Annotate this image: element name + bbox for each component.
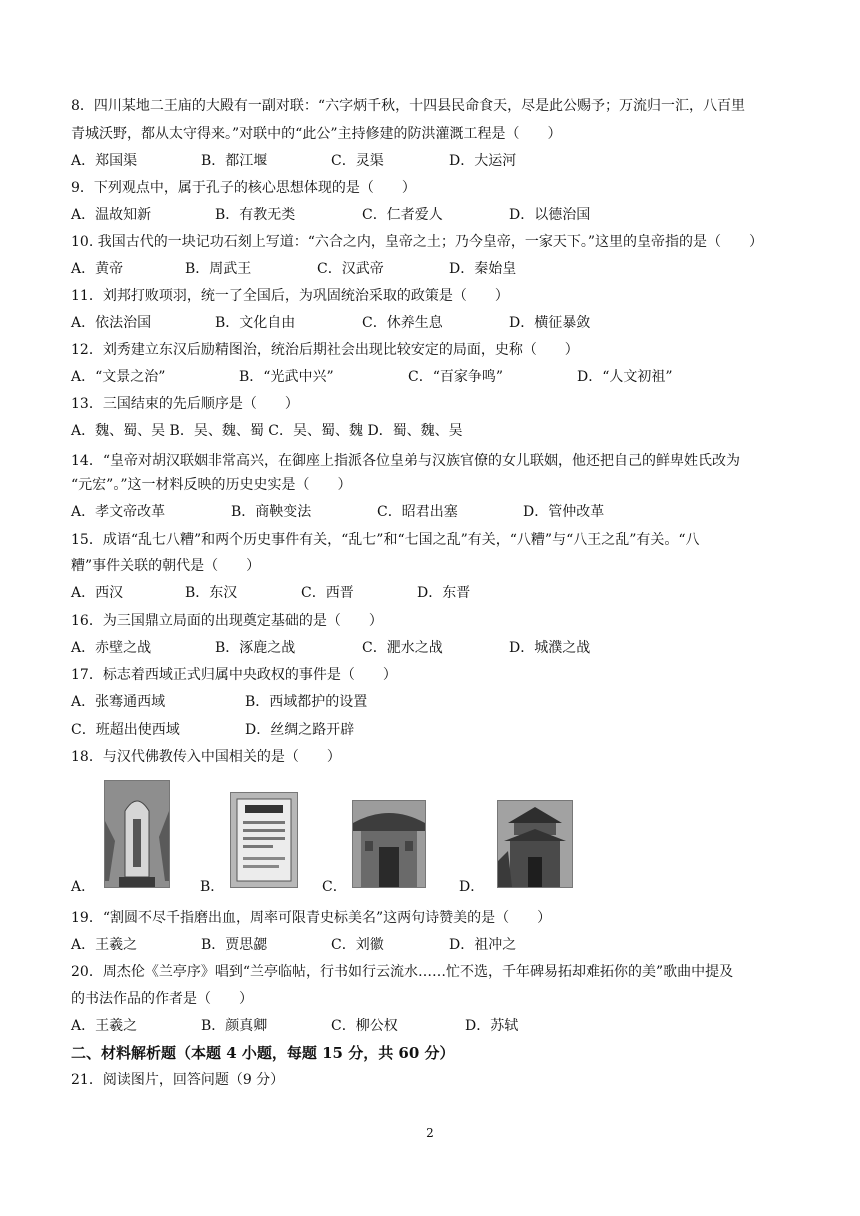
q17-option-b: B．西域都护的设置: [245, 694, 368, 710]
q11-option-c: C．休养生息: [362, 315, 443, 331]
q11-option-b: B．文化自由: [215, 315, 296, 331]
q8-stem-line2: 青城沃野，都从太守得来。”对联中的“此公”主持修建的防洪灌溉工程是（ ）: [71, 126, 562, 142]
q14-stem-line1: 14．“皇帝对胡汉联姻非常高兴，在御座上指派各位皇弟与汉族官僚的女儿联姻，他还把自己的鲜卑姓氏改为: [71, 453, 740, 469]
q19-option-d: D．祖冲之: [449, 937, 517, 953]
temple-gate-photo-icon: [353, 801, 425, 887]
q9-option-a: A．温故知新: [71, 207, 152, 223]
q11-option-d: D．横征暴敛: [509, 315, 591, 331]
q13-options: A．魏、蜀、吴 B．吴、魏、蜀 C．吴、蜀、魏 D．蜀、魏、吴: [71, 423, 463, 439]
q14-stem-line2: “元宏”。”这一材料反映的历史史实是（ ）: [71, 477, 352, 493]
q20-option-a: A．王羲之: [71, 1018, 138, 1034]
q12-stem: 12．刘秀建立东汉后励精图治，统治后期社会出现比较安定的局面，史称（ ）: [71, 342, 579, 358]
q9-option-d: D．以德治国: [509, 207, 591, 223]
q15-option-d: D．东晋: [417, 585, 471, 601]
page-number: 2: [426, 1126, 434, 1140]
q19-stem: 19．“割圆不尽千指磨出血，周率可限青史标美名”这两句诗赞美的是（ ）: [71, 910, 552, 926]
q17-option-d: D．丝绸之路开辟: [245, 722, 355, 738]
inscription-plaque-photo-icon: [231, 793, 297, 887]
q15-option-c: C．西晋: [301, 585, 354, 601]
q20-stem-line2: 的书法作品的作者是（ ）: [71, 991, 253, 1007]
q8-option-a: A．郑国渠: [71, 153, 138, 169]
q10-option-b: B．周武王: [185, 261, 252, 277]
q9-option-b: B．有教无类: [215, 207, 296, 223]
q8-option-c: C．灵渠: [331, 153, 384, 169]
pagoda-temple-photo-icon: [498, 801, 572, 887]
q12-option-d: D．“人文初祖”: [577, 369, 673, 385]
q19-option-a: A．王羲之: [71, 937, 138, 953]
q10-option-a: A．黄帝: [71, 261, 124, 277]
q13-stem: 13．三国结束的先后顺序是（ ）: [71, 396, 299, 412]
q14-option-a: A．孝文帝改革: [71, 504, 166, 520]
q10-option-d: D．秦始皇: [449, 261, 517, 277]
q21-stem: 21．阅读图片，回答问题（9 分）: [71, 1072, 285, 1088]
q12-option-b: B．“光武中兴”: [239, 369, 334, 385]
q8-stem-line1: 8．四川某地二王庙的大殿有一副对联：“六字炳千秋，十四县民命食天，尽是此公赐予；万流归一汇，八百里: [71, 98, 746, 114]
stone-stele-photo-icon: [105, 781, 169, 887]
q14-option-b: B．商鞅变法: [231, 504, 312, 520]
q16-option-a: A．赤壁之战: [71, 640, 152, 656]
q18-option-c-label: C．: [322, 879, 347, 895]
q15-option-a: A．西汉: [71, 585, 124, 601]
q15-stem-line2: 糟”事件关联的朝代是（ ）: [71, 558, 261, 574]
q12-option-a: A．“文景之治”: [71, 369, 166, 385]
q19-option-b: B．贾思勰: [201, 937, 268, 953]
q17-stem: 17．标志着西域正式归属中央政权的事件是（ ）: [71, 667, 397, 683]
q12-option-c: C．“百家争鸣”: [408, 369, 504, 385]
q18-option-d-label: D．: [459, 879, 485, 895]
q18-option-c-image: [352, 800, 426, 888]
q19-option-c: C．刘徽: [331, 937, 384, 953]
q11-option-a: A．依法治国: [71, 315, 152, 331]
q18-option-a-label: A．: [71, 879, 96, 895]
q18-option-b-label: B．: [200, 879, 225, 895]
q17-option-c: C．班超出使西域: [71, 722, 180, 738]
q14-option-d: D．管仲改革: [523, 504, 605, 520]
q18-stem: 18．与汉代佛教传入中国相关的是（ ）: [71, 749, 341, 765]
q18-option-a-image: [104, 780, 170, 888]
q10-stem: 10. 我国古代的一块记功石刻上写道：“六合之内，皇帝之土；乃今皇帝，一家天下。”这里的皇帝指的是（ ）: [71, 234, 764, 250]
q16-option-c: C．淝水之战: [362, 640, 443, 656]
q16-stem: 16．为三国鼎立局面的出现奠定基础的是（ ）: [71, 613, 383, 629]
q16-option-d: D．城濮之战: [509, 640, 591, 656]
q20-option-d: D．苏轼: [465, 1018, 519, 1034]
q18-option-d-image: [497, 800, 573, 888]
q11-stem: 11．刘邦打败项羽，统一了全国后，为巩固统治采取的政策是（ ）: [71, 288, 509, 304]
q15-option-b: B．东汉: [185, 585, 238, 601]
q9-stem: 9．下列观点中，属于孔子的核心思想体现的是（ ）: [71, 180, 416, 196]
q15-stem-line1: 15．成语“乱七八糟”和两个历史事件有关，“乱七”和“七国之乱”有关，“八糟”与“八王之乱”有关。“八: [71, 532, 700, 548]
q9-option-c: C．仁者爱人: [362, 207, 443, 223]
q20-stem-line1: 20．周杰伦《兰亭序》唱到“兰亭临帖，行书如行云流水……忙不选，千年碑易拓却难拓你的美”歌曲中提及: [71, 964, 734, 980]
q8-option-b: B．都江堰: [201, 153, 268, 169]
q18-option-b-image: [230, 792, 298, 888]
q17-option-a: A．张骞通西域: [71, 694, 166, 710]
section2-title: 二、材料解析题（本题 4 小题，每题 15 分，共 60 分）: [71, 1044, 455, 1062]
q20-option-b: B．颜真卿: [201, 1018, 268, 1034]
q14-option-c: C．昭君出塞: [377, 504, 458, 520]
q16-option-b: B．涿鹿之战: [215, 640, 296, 656]
q8-option-d: D．大运河: [449, 153, 517, 169]
q10-option-c: C．汉武帝: [317, 261, 384, 277]
q20-option-c: C．柳公权: [331, 1018, 398, 1034]
